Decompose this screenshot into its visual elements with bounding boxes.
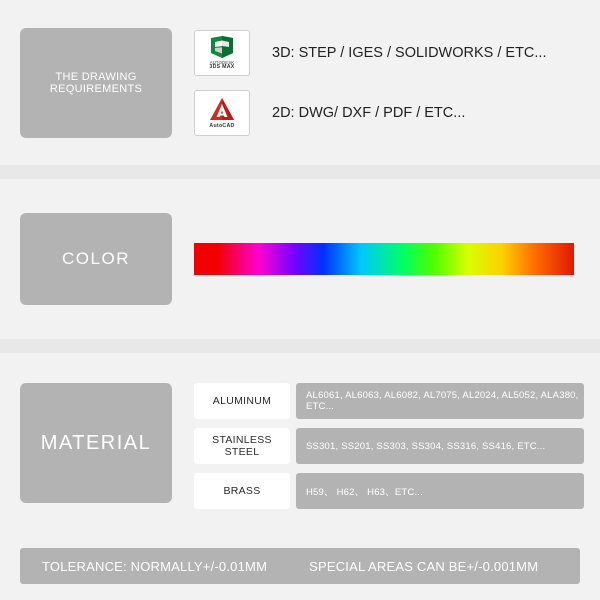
drawing-requirements-panel xyxy=(0,0,600,165)
icon-product-3dsmax: 3DS MAX xyxy=(209,64,235,70)
material-values-stainless-steel: SS301, SS201, SS303, SS304, SS316, SS416, ETC... xyxy=(296,428,584,464)
table-row xyxy=(194,428,584,464)
material-name-brass: BRASS xyxy=(194,473,290,509)
color-label: COLOR xyxy=(20,213,172,305)
material-name-aluminum: ALUMINUM xyxy=(194,383,290,419)
color-panel xyxy=(0,179,600,339)
material-table xyxy=(194,383,584,509)
drawing-text-2d: 2D: DWG/ DXF / PDF / ETC... xyxy=(272,104,466,121)
material-body xyxy=(0,353,600,509)
table-row xyxy=(194,383,584,419)
panel-divider-1 xyxy=(0,165,600,179)
material-panel xyxy=(0,353,600,600)
drawing-row-3d xyxy=(194,30,547,76)
drawing-text-3d: 3D: STEP / IGES / SOLIDWORKS / ETC... xyxy=(272,44,547,61)
icon-brand-3dsmax: AUTODESK xyxy=(209,60,235,65)
drawing-requirements-rows xyxy=(194,30,547,136)
material-name-stainless-steel: STAINLESS STEEL xyxy=(194,428,290,464)
material-values-brass: H59、 H62、 H63、ETC... xyxy=(296,473,584,509)
icon-brand-autocad: AutoCAD xyxy=(209,122,235,129)
drawing-row-2d xyxy=(194,90,547,136)
material-label: MATERIAL xyxy=(20,383,172,503)
tolerance-normal: TOLERANCE: NORMALLY+/-0.01MM xyxy=(42,558,268,574)
material-values-aluminum: AL6061, AL6063, AL6082, AL7075, AL2024, AL5052, ALA380, ETC... xyxy=(296,383,584,419)
tolerance-special: SPECIAL AREAS CAN BE+/-0.001MM xyxy=(309,558,539,574)
autodesk-3ds-max-icon xyxy=(194,30,250,76)
autodesk-autocad-icon xyxy=(194,90,250,136)
drawing-requirements-label: THE DRAWING REQUIREMENTS xyxy=(20,28,172,138)
rainbow-spectrum-bar xyxy=(194,243,574,275)
panel-divider-2 xyxy=(0,339,600,353)
tolerance-bar xyxy=(20,548,580,584)
table-row xyxy=(194,473,584,509)
